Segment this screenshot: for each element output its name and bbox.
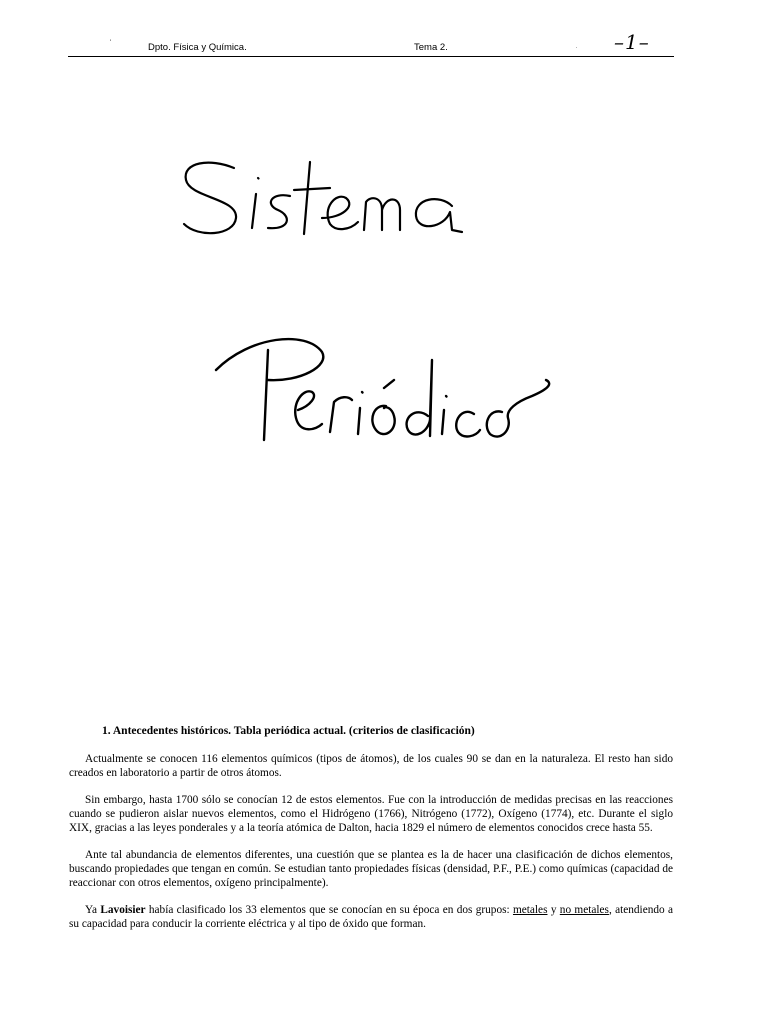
paragraph-3: Ante tal abundancia de elementos diferentes, una cuestión que se plantea es la de hacer una clasificación de dichos elementos, buscando propiedades que tengan en común. Se estudian tanto propiedades físicas (densidad, P.F., P.E.) como químicas (capacidad de reaccionar con otros elementos, oxígeno principalmente).: [69, 849, 673, 889]
paragraph-2: Sin embargo, hasta 1700 sólo se conocían 12 de estos elementos. Fue con la introducción de medidas precisas en las reacciones cuando se pudieron aislar nuevos elementos, como el Hidrógeno (1766), Nitrógeno (1772), Oxígeno (1774), etc. Durante el siglo XIX, gracias a las leyes ponderales y a la teoría atómica de Dalton, hacia 1829 el número de elementos conocidos crece hasta 55.: [69, 794, 673, 834]
section-heading: 1. Antecedentes históricos. Tabla periódica actual. (criterios de clasificación): [102, 725, 475, 737]
header-page-number: –1–: [614, 30, 650, 54]
paragraph-1: Actualmente se conocen 116 elementos químicos (tipos de átomos), de los cuales 90 se dan en la naturaleza. El resto han sido creados en laboratorio a partir de otros átomos.: [69, 753, 673, 779]
handwritten-title: [160, 140, 580, 480]
header-mark: ': [110, 40, 112, 46]
p4-mid: había clasificado los 33 elementos que se conocían en su época en dos grupos:: [145, 904, 513, 916]
main-content: [69, 724, 673, 944]
header-department: Dpto. Física y Química.: [148, 42, 247, 53]
page-header: [68, 30, 674, 57]
paragraph-4: [69, 903, 673, 931]
header-topic: Tema 2.: [414, 42, 448, 53]
group-no-metales: no metales: [559, 904, 609, 916]
p4-prefix: Ya: [85, 904, 101, 916]
p4-suffix: , atendiendo a su capacidad para conducir la corriente eléctrica y al tipo de óxido que forman.: [69, 904, 673, 930]
group-metales: metales: [512, 904, 548, 916]
lavoisier-name: Lavoisier: [100, 904, 146, 916]
p4-conj: y: [547, 904, 560, 916]
header-mark: .: [576, 44, 578, 50]
